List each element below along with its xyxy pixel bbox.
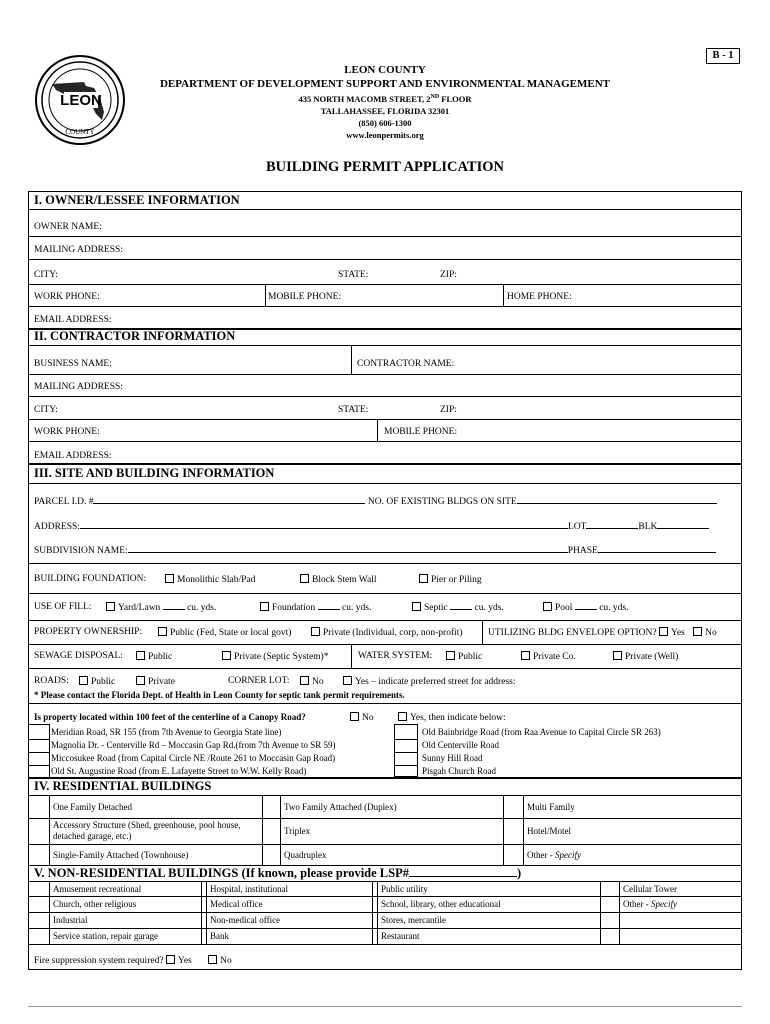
canopy-yes[interactable] [398, 712, 506, 723]
street-end: FLOOR [439, 94, 472, 104]
fill-yard[interactable] [106, 602, 216, 613]
svg-text:LEON: LEON [60, 92, 102, 109]
phone-number: (850) 606-1300 [358, 118, 412, 128]
owner-mobile-phone-field[interactable]: MOBILE PHONE: [268, 292, 342, 302]
fill-foundation-label: Foundation [272, 603, 316, 613]
checkbox-icon[interactable] [613, 651, 622, 660]
checkbox-icon[interactable] [543, 602, 552, 611]
water-well[interactable] [613, 651, 678, 662]
checkbox-icon[interactable] [300, 574, 309, 583]
contractor-mobile-phone-field[interactable]: MOBILE PHONE: [384, 427, 458, 437]
contractor-name-field[interactable]: CONTRACTOR NAME: [357, 359, 455, 369]
fill-pool-label: Pool [555, 603, 573, 613]
nonres-title-end: ) [516, 866, 522, 880]
nonres-option[interactable]: Hospital, institutional [210, 884, 288, 894]
corner-lot-no[interactable] [300, 676, 324, 687]
checkbox-icon[interactable] [300, 676, 309, 685]
residential-option[interactable]: Multi Family [527, 802, 575, 812]
foundation-row [34, 574, 146, 584]
foundation-slab[interactable] [165, 574, 255, 585]
checkbox-icon[interactable] [166, 955, 175, 964]
subdivision-field[interactable] [34, 546, 716, 556]
ownership-public-label: Public (Fed, State or local govt) [170, 628, 292, 638]
owner-city-field[interactable]: CITY: [34, 270, 58, 280]
canopy-yes-label: Yes, then indicate below: [410, 713, 506, 723]
contractor-mailing-field[interactable]: MAILING ADDRESS: [34, 382, 123, 392]
canopy-road-item[interactable]: Sunny Hill Road [422, 753, 483, 763]
fill-foundation[interactable] [260, 602, 371, 613]
nonres-option[interactable]: Amusement recreational [53, 884, 142, 894]
street-text: 435 NORTH MACOMB STREET, 2 [298, 94, 431, 104]
canopy-road-item[interactable]: Miccosukee Road (from Capital Circle NE /Route 261 to Moccasin Gap Road) [51, 753, 336, 763]
canopy-road-item[interactable]: Meridian Road, SR 155 (from 7th Avenue to Georgia State line) [51, 727, 282, 737]
nonres-option[interactable]: Non-medical office [210, 915, 281, 925]
nonres-option[interactable]: Service station, repair garage [53, 931, 158, 941]
corner-lot-yes[interactable] [343, 676, 515, 687]
nonres-option[interactable]: Stores, mercantile [381, 915, 446, 925]
ownership-public[interactable] [158, 627, 291, 638]
nonres-option[interactable]: Cellular Tower [623, 884, 677, 894]
business-name-field[interactable]: BUSINESS NAME: [34, 359, 112, 369]
roads-label: ROADS: [34, 676, 69, 686]
lot-label: LOT [567, 522, 587, 532]
residential-option[interactable]: One Family Detached [53, 802, 132, 812]
foundation-pier[interactable] [419, 574, 482, 585]
fire-label: Fire suppression system required? [34, 956, 164, 966]
ownership-label: PROPERTY OWNERSHIP: [34, 627, 143, 637]
nonres-option[interactable]: Public utility [381, 884, 428, 894]
checkbox-icon[interactable] [222, 651, 231, 660]
residential-option[interactable]: Triplex [284, 826, 311, 836]
ownership-private-label: Private (Individual, corp, non-profit) [323, 628, 463, 638]
foundation-block[interactable] [300, 574, 377, 585]
checkbox-icon[interactable] [208, 955, 217, 964]
checkbox-icon[interactable] [260, 602, 269, 611]
checkbox-icon[interactable] [446, 651, 455, 660]
checkbox-icon[interactable] [136, 676, 145, 685]
checkbox-icon[interactable] [106, 602, 115, 611]
water-label: WATER SYSTEM: [358, 651, 433, 661]
city-address: TALLAHASSEE, FLORIDA 32301 [320, 106, 450, 116]
nonres-option[interactable]: Bank [210, 931, 229, 941]
fill-unit: cu. yds. [187, 603, 217, 613]
fill-pool[interactable] [543, 602, 628, 613]
ownership-private[interactable] [311, 627, 463, 638]
corner-lot-no-label: No [312, 677, 324, 687]
sewage-public[interactable] [136, 651, 172, 662]
fill-unit: cu. yds. [342, 603, 372, 613]
checkbox-icon[interactable] [521, 651, 530, 660]
parcel-id-field[interactable] [34, 497, 717, 507]
parcel-id-label: PARCEL I.D. # [34, 497, 94, 507]
checkbox-icon[interactable] [419, 574, 428, 583]
canopy-road-item[interactable]: Old Centerville Road [422, 740, 499, 750]
water-public[interactable] [446, 651, 482, 662]
owner-email-field[interactable]: EMAIL ADDRESS: [34, 315, 112, 325]
fire-suppression-question [34, 955, 232, 966]
roads-private-label: Private [148, 677, 175, 687]
envelope-no: No [705, 628, 717, 638]
site-address-field[interactable] [34, 522, 709, 532]
canopy-road-item[interactable]: Old Bainbridge Road (from Raa Avenue to Capital Circle SR 263) [422, 727, 661, 737]
fill-septic-label: Septic [424, 603, 448, 613]
other-label: Other - [527, 850, 555, 860]
water-public-label: Public [458, 652, 483, 662]
owner-state-field[interactable]: STATE: [338, 270, 369, 280]
form-id-box: B - 1 [706, 48, 740, 64]
checkbox-icon[interactable] [136, 651, 145, 660]
water-private-co[interactable] [521, 651, 576, 662]
canopy-road-item[interactable]: Magnolia Dr. - Centerville Rd – Moccasin Gap Rd.(from 7th Avenue to SR 59) [51, 740, 336, 750]
contractor-zip-field[interactable]: ZIP: [440, 405, 457, 415]
svg-text:COUNTY: COUNTY [65, 128, 95, 136]
section-owner-title: I. OWNER/LESSEE INFORMATION [34, 193, 240, 207]
roads-public[interactable] [79, 676, 115, 687]
sewage-label: SEWAGE DISPOSAL: [34, 651, 123, 661]
phase-label: PHASE [567, 546, 598, 556]
residential-option[interactable]: Two Family Attached (Duplex) [284, 802, 397, 812]
subdivision-label: SUBDIVISION NAME: [34, 546, 128, 556]
existing-bldgs-label: NO. OF EXISTING BLDGS ON SITE [367, 497, 517, 507]
other-label: Other - [623, 899, 651, 909]
owner-zip-field[interactable]: ZIP: [440, 270, 457, 280]
residential-option[interactable]: Hotel/Motel [527, 826, 571, 836]
owner-name-field[interactable]: OWNER NAME: [34, 222, 102, 232]
checkbox-icon[interactable] [693, 627, 702, 636]
owner-work-phone-field[interactable]: WORK PHONE: [34, 292, 100, 302]
checkbox-icon[interactable] [311, 627, 320, 636]
blk-label: BLK [638, 522, 658, 532]
footer-rule [28, 1006, 742, 1007]
foundation-block-label: Block Stem Wall [312, 575, 377, 585]
section-residential-title: IV. RESIDENTIAL BUILDINGS [34, 779, 212, 793]
section-contractor-title: II. CONTRACTOR INFORMATION [34, 329, 236, 343]
fire-yes: Yes [177, 956, 192, 966]
septic-note: * Please contact the Florida Dept. of Health in Leon County for septic tank permit requirements. [34, 690, 405, 700]
sewage-public-label: Public [148, 652, 173, 662]
checkbox-icon[interactable] [165, 574, 174, 583]
site-address-label: ADDRESS: [34, 522, 80, 532]
roads-public-label: Public [91, 677, 116, 687]
section-nonresidential-title [34, 866, 521, 881]
residential-option-other[interactable] [527, 850, 581, 860]
envelope-option [488, 627, 717, 638]
contractor-work-phone-field[interactable]: WORK PHONE: [34, 427, 100, 437]
nonres-option[interactable]: Restaurant [381, 931, 420, 941]
checkbox-icon[interactable] [158, 627, 167, 636]
nonres-option[interactable]: School, library, other educational [381, 899, 501, 909]
fill-septic[interactable] [412, 602, 504, 613]
website: www.leonpermits.org [346, 130, 424, 140]
contractor-city-field[interactable]: CITY: [34, 405, 58, 415]
residential-option[interactable]: Single-Family Attached (Townhouse) [53, 850, 189, 860]
specify-label: Specify [555, 850, 581, 860]
envelope-yes: Yes [670, 628, 685, 638]
fill-unit: cu. yds. [474, 603, 504, 613]
department-name: DEPARTMENT OF DEVELOPMENT SUPPORT AND ENVIRONMENTAL MANAGEMENT [159, 78, 611, 90]
checkbox-icon[interactable] [350, 712, 359, 721]
sewage-private[interactable] [222, 651, 328, 662]
water-well-label: Private (Well) [625, 652, 679, 662]
checkbox-icon[interactable] [79, 676, 88, 685]
nonres-option[interactable]: Church, other religious [53, 899, 137, 909]
owner-home-phone-field[interactable]: HOME PHONE: [507, 292, 572, 302]
nonres-option[interactable]: Medical office [210, 899, 263, 909]
corner-lot-label: CORNER LOT: [228, 676, 290, 686]
checkbox-icon[interactable] [412, 602, 421, 611]
specify-label: Specify [651, 899, 677, 909]
checkbox-icon[interactable] [398, 712, 407, 721]
nonres-option-other[interactable] [623, 899, 677, 909]
foundation-label: BUILDING FOUNDATION: [34, 574, 147, 584]
residential-option[interactable]: Quadruplex [284, 850, 327, 860]
fill-yard-label: Yard/Lawn [118, 603, 161, 613]
street-address [0, 94, 770, 104]
nonres-option[interactable]: Industrial [53, 915, 88, 925]
sewage-private-label: Private (Septic System)* [234, 652, 329, 662]
section-site-title: III. SITE AND BUILDING INFORMATION [34, 466, 275, 480]
canopy-road-item[interactable]: Pisgah Church Road [422, 766, 496, 776]
fill-label: USE OF FILL: [34, 602, 92, 612]
foundation-slab-label: Monolithic Slab/Pad [177, 575, 256, 585]
county-name: LEON COUNTY [344, 64, 426, 76]
canopy-road-item[interactable]: Old St. Augustine Road (from E. Lafayette Street to W.W. Kelly Road) [51, 766, 307, 776]
water-private-co-label: Private Co. [533, 652, 576, 662]
canopy-no-label: No [362, 713, 374, 723]
nonres-title-text: V. NON-RESIDENTIAL BUILDINGS (If known, please provide LSP# [34, 866, 409, 880]
envelope-label: UTILIZING BLDG ENVELOPE OPTION? [488, 628, 657, 638]
owner-mailing-field[interactable]: MAILING ADDRESS: [34, 245, 123, 255]
form-title: BUILDING PERMIT APPLICATION [266, 159, 504, 175]
residential-option[interactable]: Accessory Structure (Shed, greenhouse, pool house, detached garage, etc.) [53, 820, 241, 841]
checkbox-icon[interactable] [343, 676, 352, 685]
canopy-question: Is property located within 100 feet of the centerline of a Canopy Road? [34, 712, 306, 722]
checkbox-icon[interactable] [659, 627, 668, 636]
fire-no: No [220, 956, 232, 966]
contractor-email-field[interactable]: EMAIL ADDRESS: [34, 451, 112, 461]
contractor-state-field[interactable]: STATE: [338, 405, 369, 415]
corner-lot-yes-label: Yes – indicate preferred street for address: [355, 677, 516, 687]
foundation-pier-label: Pier or Piling [431, 575, 482, 585]
roads-private[interactable] [136, 676, 175, 687]
fill-unit: cu. yds. [599, 603, 629, 613]
canopy-no[interactable] [350, 712, 374, 723]
street-sup: ND [430, 94, 440, 101]
